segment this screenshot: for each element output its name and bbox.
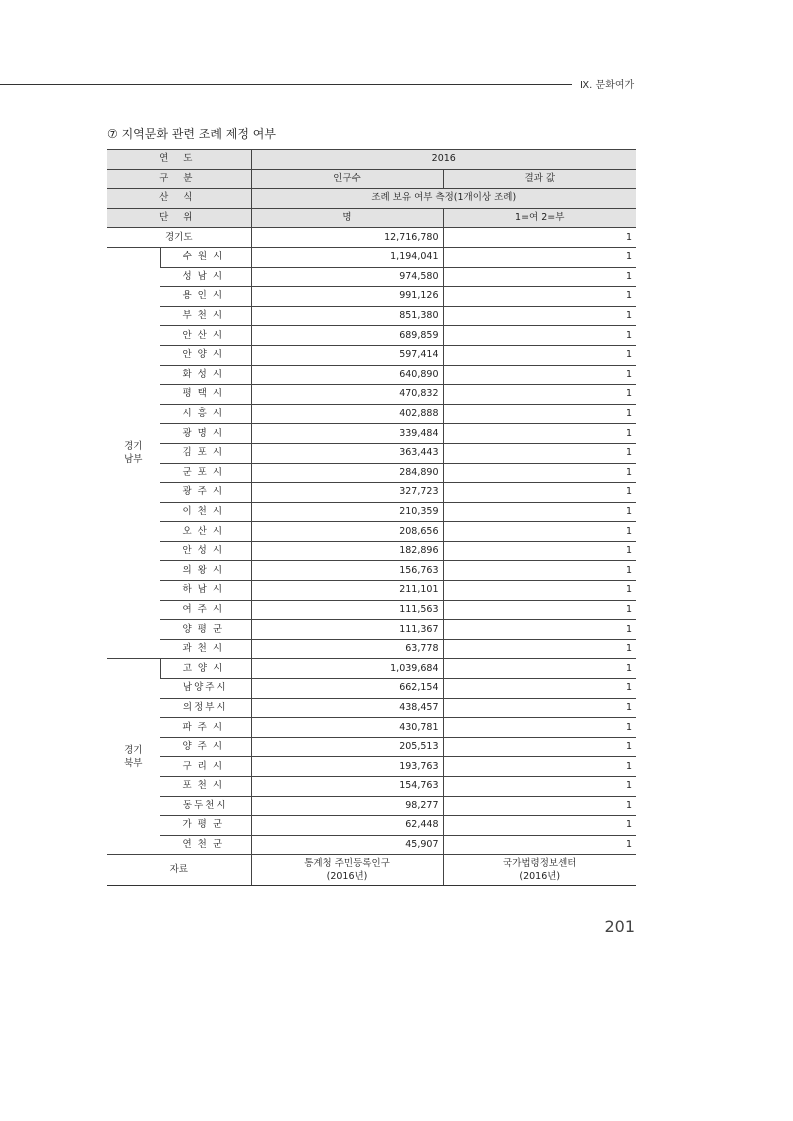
result-value: 1 <box>443 541 636 561</box>
source-population <box>251 855 443 886</box>
result-value: 1 <box>443 777 636 797</box>
city-name: 파주시 <box>160 718 251 738</box>
table-row <box>107 502 636 522</box>
city-name: 이천시 <box>160 502 251 522</box>
population-value: 111,367 <box>251 620 443 640</box>
page-title: ⑦ 지역문화 관련 조례 제정 여부 <box>107 127 276 141</box>
city-name: 광명시 <box>160 424 251 444</box>
result-value: 1 <box>443 639 636 659</box>
data-table <box>107 149 636 886</box>
city-name: 과천시 <box>160 639 251 659</box>
population-value: 193,763 <box>251 757 443 777</box>
source-row <box>107 855 636 886</box>
city-name: 안양시 <box>160 345 251 365</box>
province-population: 12,716,780 <box>251 228 443 248</box>
population-value: 1,194,041 <box>251 247 443 267</box>
header-label-formula: 산 식 <box>107 189 251 209</box>
table-body <box>107 150 636 886</box>
table-row <box>107 326 636 346</box>
page-number: 201 <box>604 917 635 936</box>
result-value: 1 <box>443 581 636 601</box>
result-value: 1 <box>443 659 636 679</box>
table-row <box>107 777 636 797</box>
result-value: 1 <box>443 600 636 620</box>
population-value: 45,907 <box>251 835 443 855</box>
result-value: 1 <box>443 698 636 718</box>
result-value: 1 <box>443 345 636 365</box>
city-name: 의정부시 <box>160 698 251 718</box>
population-value: 156,763 <box>251 561 443 581</box>
table-row <box>107 718 636 738</box>
source-result-line1: 국가법령정보센터 <box>503 858 577 870</box>
table-row <box>107 267 636 287</box>
result-value: 1 <box>443 502 636 522</box>
table-row <box>107 541 636 561</box>
header-rule <box>0 84 572 85</box>
table-row <box>107 306 636 326</box>
city-name: 김포시 <box>160 443 251 463</box>
city-name: 여주시 <box>160 600 251 620</box>
city-name: 동두천시 <box>160 796 251 816</box>
table-row <box>107 424 636 444</box>
header-row-category <box>107 169 636 189</box>
group-label-text: 경기 북부 <box>124 744 143 769</box>
population-value: 974,580 <box>251 267 443 287</box>
result-value: 1 <box>443 424 636 444</box>
result-value: 1 <box>443 835 636 855</box>
header-label-year: 연 도 <box>107 150 251 170</box>
province-name: 경기도 <box>107 228 251 248</box>
city-name: 연천군 <box>160 835 251 855</box>
header-col-result: 결과 값 <box>443 169 636 189</box>
table-row <box>107 404 636 424</box>
header-row-year <box>107 150 636 170</box>
city-name: 오산시 <box>160 522 251 542</box>
result-value: 1 <box>443 287 636 307</box>
result-value: 1 <box>443 385 636 405</box>
city-name: 포천시 <box>160 777 251 797</box>
table-row <box>107 365 636 385</box>
table-row <box>107 757 636 777</box>
header-value-formula: 조례 보유 여부 측정(1개이상 조례) <box>251 189 636 209</box>
city-name: 부천시 <box>160 306 251 326</box>
city-name: 의왕시 <box>160 561 251 581</box>
table-row <box>107 522 636 542</box>
population-value: 363,443 <box>251 443 443 463</box>
population-value: 63,778 <box>251 639 443 659</box>
table-row <box>107 679 636 699</box>
table-row <box>107 737 636 757</box>
population-value: 182,896 <box>251 541 443 561</box>
population-value: 851,380 <box>251 306 443 326</box>
city-name: 남양주시 <box>160 679 251 699</box>
group-label <box>107 659 160 855</box>
group-label-text: 경기 남부 <box>124 441 143 466</box>
header-value-year: 2016 <box>251 150 636 170</box>
table-row <box>107 561 636 581</box>
header-row-formula <box>107 189 636 209</box>
result-value: 1 <box>443 443 636 463</box>
table-row <box>107 247 636 267</box>
population-value: 662,154 <box>251 679 443 699</box>
result-value: 1 <box>443 365 636 385</box>
result-value: 1 <box>443 404 636 424</box>
header-row-unit <box>107 208 636 228</box>
table-row <box>107 345 636 365</box>
result-value: 1 <box>443 463 636 483</box>
city-name: 안성시 <box>160 541 251 561</box>
city-name: 성남시 <box>160 267 251 287</box>
population-value: 154,763 <box>251 777 443 797</box>
source-population-line2: (2016년) <box>326 871 368 883</box>
table-row <box>107 639 636 659</box>
province-result: 1 <box>443 228 636 248</box>
source-label: 자료 <box>107 855 251 886</box>
population-value: 597,414 <box>251 345 443 365</box>
city-name: 하남시 <box>160 581 251 601</box>
table-row <box>107 443 636 463</box>
result-value: 1 <box>443 679 636 699</box>
population-value: 210,359 <box>251 502 443 522</box>
city-name: 가평군 <box>160 816 251 836</box>
table-row <box>107 620 636 640</box>
population-value: 98,277 <box>251 796 443 816</box>
population-value: 402,888 <box>251 404 443 424</box>
city-name: 화성시 <box>160 365 251 385</box>
population-value: 438,457 <box>251 698 443 718</box>
result-value: 1 <box>443 483 636 503</box>
population-value: 470,832 <box>251 385 443 405</box>
result-value: 1 <box>443 306 636 326</box>
city-name: 광주시 <box>160 483 251 503</box>
city-name: 고양시 <box>160 659 251 679</box>
city-name: 수원시 <box>160 247 251 267</box>
table-row <box>107 581 636 601</box>
result-value: 1 <box>443 561 636 581</box>
header-unit-population: 명 <box>251 208 443 228</box>
result-value: 1 <box>443 326 636 346</box>
table-row <box>107 835 636 855</box>
population-value: 689,859 <box>251 326 443 346</box>
population-value: 205,513 <box>251 737 443 757</box>
source-result <box>443 855 636 886</box>
city-name: 평택시 <box>160 385 251 405</box>
header-label-category: 구 분 <box>107 169 251 189</box>
result-value: 1 <box>443 796 636 816</box>
table-row <box>107 796 636 816</box>
city-name: 군포시 <box>160 463 251 483</box>
table-row <box>107 385 636 405</box>
table-row <box>107 698 636 718</box>
table-row <box>107 463 636 483</box>
table-row <box>107 600 636 620</box>
group-label <box>107 247 160 658</box>
source-population-line1: 통계청 주민등록인구 <box>304 858 390 870</box>
header-label-unit: 단 위 <box>107 208 251 228</box>
header-unit-result: 1=여 2=부 <box>443 208 636 228</box>
result-value: 1 <box>443 247 636 267</box>
result-value: 1 <box>443 718 636 738</box>
population-value: 339,484 <box>251 424 443 444</box>
result-value: 1 <box>443 816 636 836</box>
population-value: 1,039,684 <box>251 659 443 679</box>
result-value: 1 <box>443 757 636 777</box>
result-value: 1 <box>443 620 636 640</box>
city-name: 안산시 <box>160 326 251 346</box>
population-value: 991,126 <box>251 287 443 307</box>
city-name: 용인시 <box>160 287 251 307</box>
province-row <box>107 228 636 248</box>
city-name: 양평군 <box>160 620 251 640</box>
section-label: Ⅸ. 문화여가 <box>580 80 635 91</box>
city-name: 양주시 <box>160 737 251 757</box>
table-row <box>107 287 636 307</box>
population-value: 62,448 <box>251 816 443 836</box>
population-value: 111,563 <box>251 600 443 620</box>
source-result-line2: (2016년) <box>519 871 561 883</box>
population-value: 284,890 <box>251 463 443 483</box>
population-value: 640,890 <box>251 365 443 385</box>
header-col-population: 인구수 <box>251 169 443 189</box>
population-value: 208,656 <box>251 522 443 542</box>
table-row <box>107 659 636 679</box>
city-name: 시흥시 <box>160 404 251 424</box>
result-value: 1 <box>443 522 636 542</box>
population-value: 327,723 <box>251 483 443 503</box>
result-value: 1 <box>443 737 636 757</box>
table-row <box>107 483 636 503</box>
table-row <box>107 816 636 836</box>
population-value: 211,101 <box>251 581 443 601</box>
city-name: 구리시 <box>160 757 251 777</box>
population-value: 430,781 <box>251 718 443 738</box>
result-value: 1 <box>443 267 636 287</box>
